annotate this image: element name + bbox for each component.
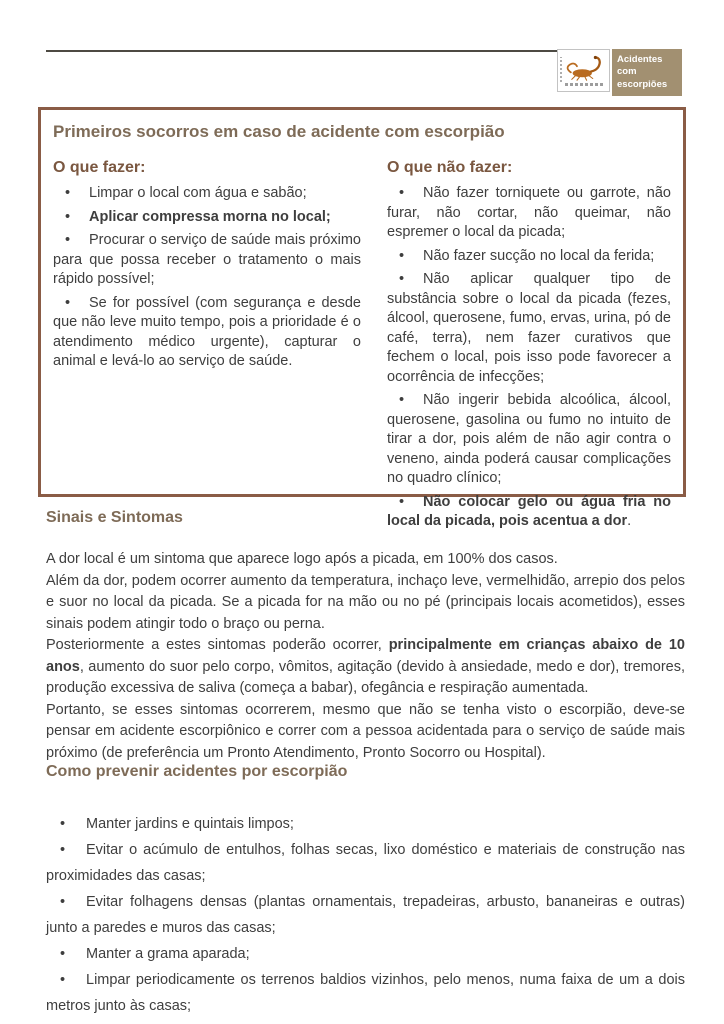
logo-vertical-fine-print <box>560 57 562 82</box>
signs-section <box>46 509 685 764</box>
list-item <box>46 811 685 837</box>
list-item <box>46 837 685 889</box>
list-item-text: Não ingerir bebida alcoólica, álcool, querosene, gasolina ou fumo no intuito de tirar a dor, pois além de não agir contra o veneno, ainda poderá causar complicações no quadro clínico; <box>387 392 671 486</box>
list-item-text: Não fazer sucção no local da ferida; <box>423 247 655 264</box>
prevention-section <box>46 763 685 1019</box>
bullet-icon: • <box>399 271 405 287</box>
list-item <box>387 247 671 267</box>
list-item <box>387 391 671 489</box>
paragraph: A dor local é um sintoma que aparece logo após a picada, em 100% dos casos. <box>46 551 558 567</box>
logo-fine-print <box>565 83 604 86</box>
bullet-icon: • <box>399 493 405 510</box>
list-item-text: Evitar folhagens densas (plantas ornamentais, trepadeiras, arbusto, bananeiras e outras) junto a paredes e muros das casas; <box>46 894 685 936</box>
do-column <box>53 159 361 536</box>
header-rule <box>46 50 557 52</box>
list-item <box>46 889 685 941</box>
bullet-icon: • <box>65 208 71 225</box>
list-item-text: Não colocar gelo ou água fria no local da picada, pois acentua a dor. <box>387 493 671 529</box>
logo-label: Acidentes com escorpiões <box>612 49 682 96</box>
bullet-icon: • <box>60 894 66 910</box>
list-item-text: Manter a grama aparada; <box>86 946 250 962</box>
list-item-text: Limpar o local com água e sabão; <box>89 185 307 201</box>
bullet-icon: • <box>399 247 405 264</box>
column-gap <box>361 159 387 536</box>
bullet-icon: • <box>60 972 66 988</box>
do-heading: O que fazer: <box>53 159 146 176</box>
list-item <box>53 294 361 372</box>
list-item-text: Evitar o acúmulo de entulhos, folhas secas, lixo doméstico e materiais de construção nas proximidades das casas; <box>46 842 685 884</box>
first-aid-columns <box>53 159 671 536</box>
list-item <box>53 184 361 204</box>
bullet-icon: • <box>60 816 66 832</box>
list-item <box>387 184 671 243</box>
list-item <box>387 270 671 387</box>
paragraph: Além da dor, podem ocorrer aumento da temperatura, inchaço leve, vermelhidão, arrepio dos pelos e suor no local da picada. Se a picada for na mão ou no pé (principais locais acometidos), esses sinais podem atingir todo o braço ou perna. <box>46 572 685 632</box>
bullet-icon: • <box>60 946 66 962</box>
list-item-text: Se for possível (com segurança e desde que não leve muito tempo, pois a prioridade é o atendimento médico urgente), capturar o animal e levá-lo ao serviço de saúde. <box>53 294 361 369</box>
prevention-heading: Como prevenir acidentes por escorpião <box>46 763 348 780</box>
dont-column <box>387 159 671 536</box>
list-item <box>53 208 361 228</box>
box-title: Primeiros socorros em caso de acidente com escorpião <box>53 122 505 141</box>
signs-heading: Sinais e Sintomas <box>46 509 183 526</box>
list-item-text: Procurar o serviço de saúde mais próximo para que possa receber o tratamento o mais rápido possível; <box>53 232 361 287</box>
list-item-text: Aplicar compressa morna no local; <box>89 208 331 225</box>
paragraph: Portanto, se esses sintomas ocorrerem, mesmo que não se tenha visto o escorpião, deve-se pensar em acidente escorpiônico e correr com a pessoa acidentada para o serviço de saúde mais próximo (de preferência um Pronto Atendimento, Pronto Socorro ou Hospital). <box>46 701 685 761</box>
bullet-icon: • <box>399 185 405 201</box>
logo <box>557 49 682 96</box>
list-item <box>46 941 685 967</box>
dont-heading: O que não fazer: <box>387 159 513 176</box>
bullet-icon: • <box>60 842 66 858</box>
scorpion-logo-box <box>557 49 610 92</box>
list-item-text: Limpar periodicamente os terrenos baldios vizinhos, pelo menos, numa faixa de um a dois metros junto às casas; <box>46 972 685 1014</box>
bullet-icon: • <box>399 392 405 408</box>
list-item-text: Manter jardins e quintais limpos; <box>86 816 294 832</box>
bullet-icon: • <box>65 294 71 311</box>
list-item-text: Não aplicar qualquer tipo de substância sobre o local da picada (fezes, álcool, querosene, fumo, ervas, urina, pó de café, terra), nem fazer curativos que fechem o local, pois isso pode favorecer a ocorrência de infecções; <box>387 271 671 385</box>
list-item-text: Não fazer torniquete ou garrote, não furar, não cortar, não queimar, não espremer o local da picada; <box>387 185 671 240</box>
list-item <box>46 967 685 1019</box>
bullet-icon: • <box>65 185 71 201</box>
bullet-icon: • <box>65 232 71 248</box>
paragraph: Posteriormente a estes sintomas poderão ocorrer, principalmente em crianças abaixo de 10 anos, aumento do suor pelo corpo, vômitos, agitação (devido à ansiedade, medo e dor), tremores, produção excessiva de saliva (começa a babar), ofegância e respiração aumentada. <box>46 637 685 696</box>
list-item <box>53 231 361 290</box>
